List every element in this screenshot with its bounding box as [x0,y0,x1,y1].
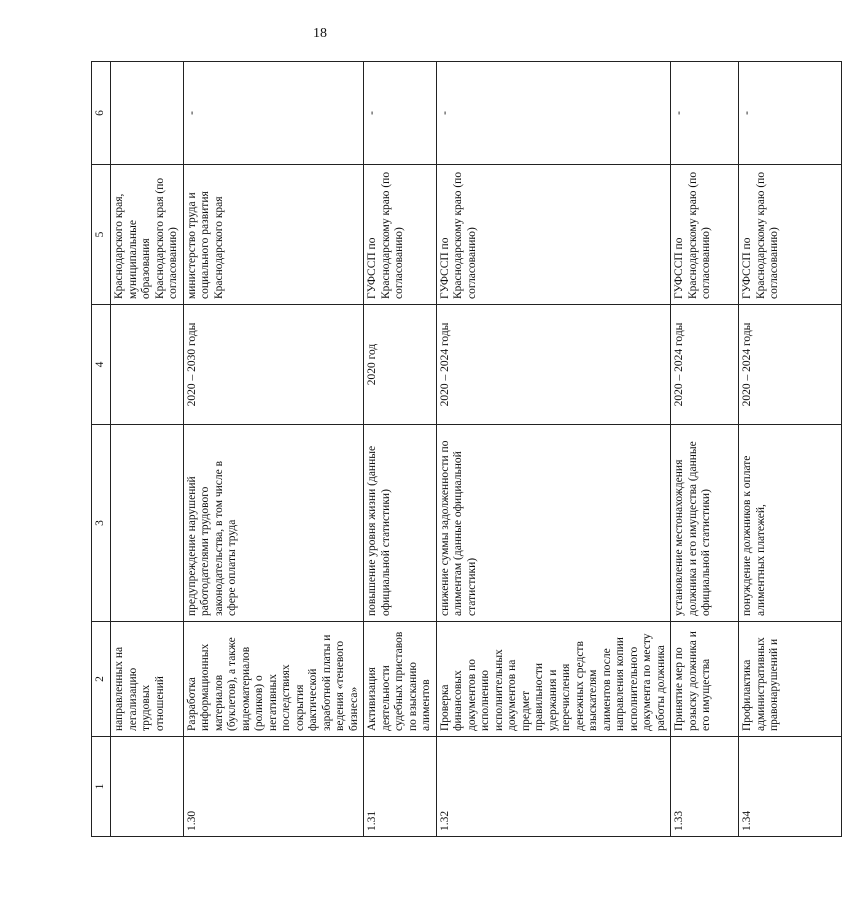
header-col-3: 3 [92,425,111,622]
row-result [111,425,184,622]
row-term: 2020 – 2024 годы [739,305,842,425]
row-measure: Принятие мер по розыску должника и его имущества [671,622,739,737]
row-term: 2020 – 2024 годы [436,305,671,425]
page-number: 18 [313,26,327,41]
table-row [671,62,739,837]
table-row [739,62,842,837]
row-number: 1.32 [436,737,671,837]
row-term: 2020 год [364,305,437,425]
row-measure: Разработка информационных материалов (буклетов), а также видеоматериалов (роликов) о негативных последствиях сокрытия фактической заработной платы и ведения «теневого бизнеса» [183,622,364,737]
row-measure: Активизация деятельности судебных приставов по взысканию алиментов [364,622,437,737]
row-note: - [436,62,671,165]
table-row [436,62,671,837]
row-number: 1.33 [671,737,739,837]
table-row [111,62,184,837]
row-term: 2020 – 2024 годы [671,305,739,425]
header-col-5: 5 [92,165,111,305]
row-result: установление местонахождения должника и его имущества (данные официальной статистики) [671,425,739,622]
row-number: 1.30 [183,737,364,837]
row-executor: министерство труда и социального развития Краснодарского края [183,165,364,305]
row-executor: Краснодарского края, муниципальные образования Краснодарского края (по согласованию) [111,165,184,305]
row-result: повышение уровня жизни (данные официальной статистики) [364,425,437,622]
rotated-table-frame [91,62,780,837]
row-measure: Профилактика административных правонарушений и [739,622,842,737]
row-measure: направленных на легализацию трудовых отношений [111,622,184,737]
row-number: 1.34 [739,737,842,837]
row-result: снижение суммы задолженности по алиментам (данные официальной статистики) [436,425,671,622]
row-executor: ГУФССП по Краснодарскому краю (по согласованию) [739,165,842,305]
row-result: предупреждение нарушений работодателями трудового законодательства, в том числе в сфере оплаты труда [183,425,364,622]
measures-table [91,61,842,837]
row-note [111,62,184,165]
table-row [183,62,364,837]
row-measure: Проверка финансовых документов по исполнению исполнительных документов на предмет правильности удержания и перечисления денежных средств взыскателям алиментов после направления копии исполнительного документа по месту работы должника [436,622,671,737]
column-header-row [92,62,111,837]
row-note: - [183,62,364,165]
row-result: понуждение должников к оплате алиментных платежей, [739,425,842,622]
header-col-2: 2 [92,622,111,737]
row-term [111,305,184,425]
row-note: - [671,62,739,165]
row-note: - [364,62,437,165]
row-number: 1.31 [364,737,437,837]
row-executor: ГУФССП по Краснодарскому краю (по согласованию) [364,165,437,305]
row-note: - [739,62,842,165]
header-col-6: 6 [92,62,111,165]
row-executor: ГУФССП по Краснодарскому краю (по согласованию) [436,165,671,305]
table-row [364,62,437,837]
row-number [111,737,184,837]
row-executor: ГУФССП по Краснодарскому краю (по согласованию) [671,165,739,305]
header-col-4: 4 [92,305,111,425]
header-col-1: 1 [92,737,111,837]
row-term: 2020 – 2030 годы [183,305,364,425]
